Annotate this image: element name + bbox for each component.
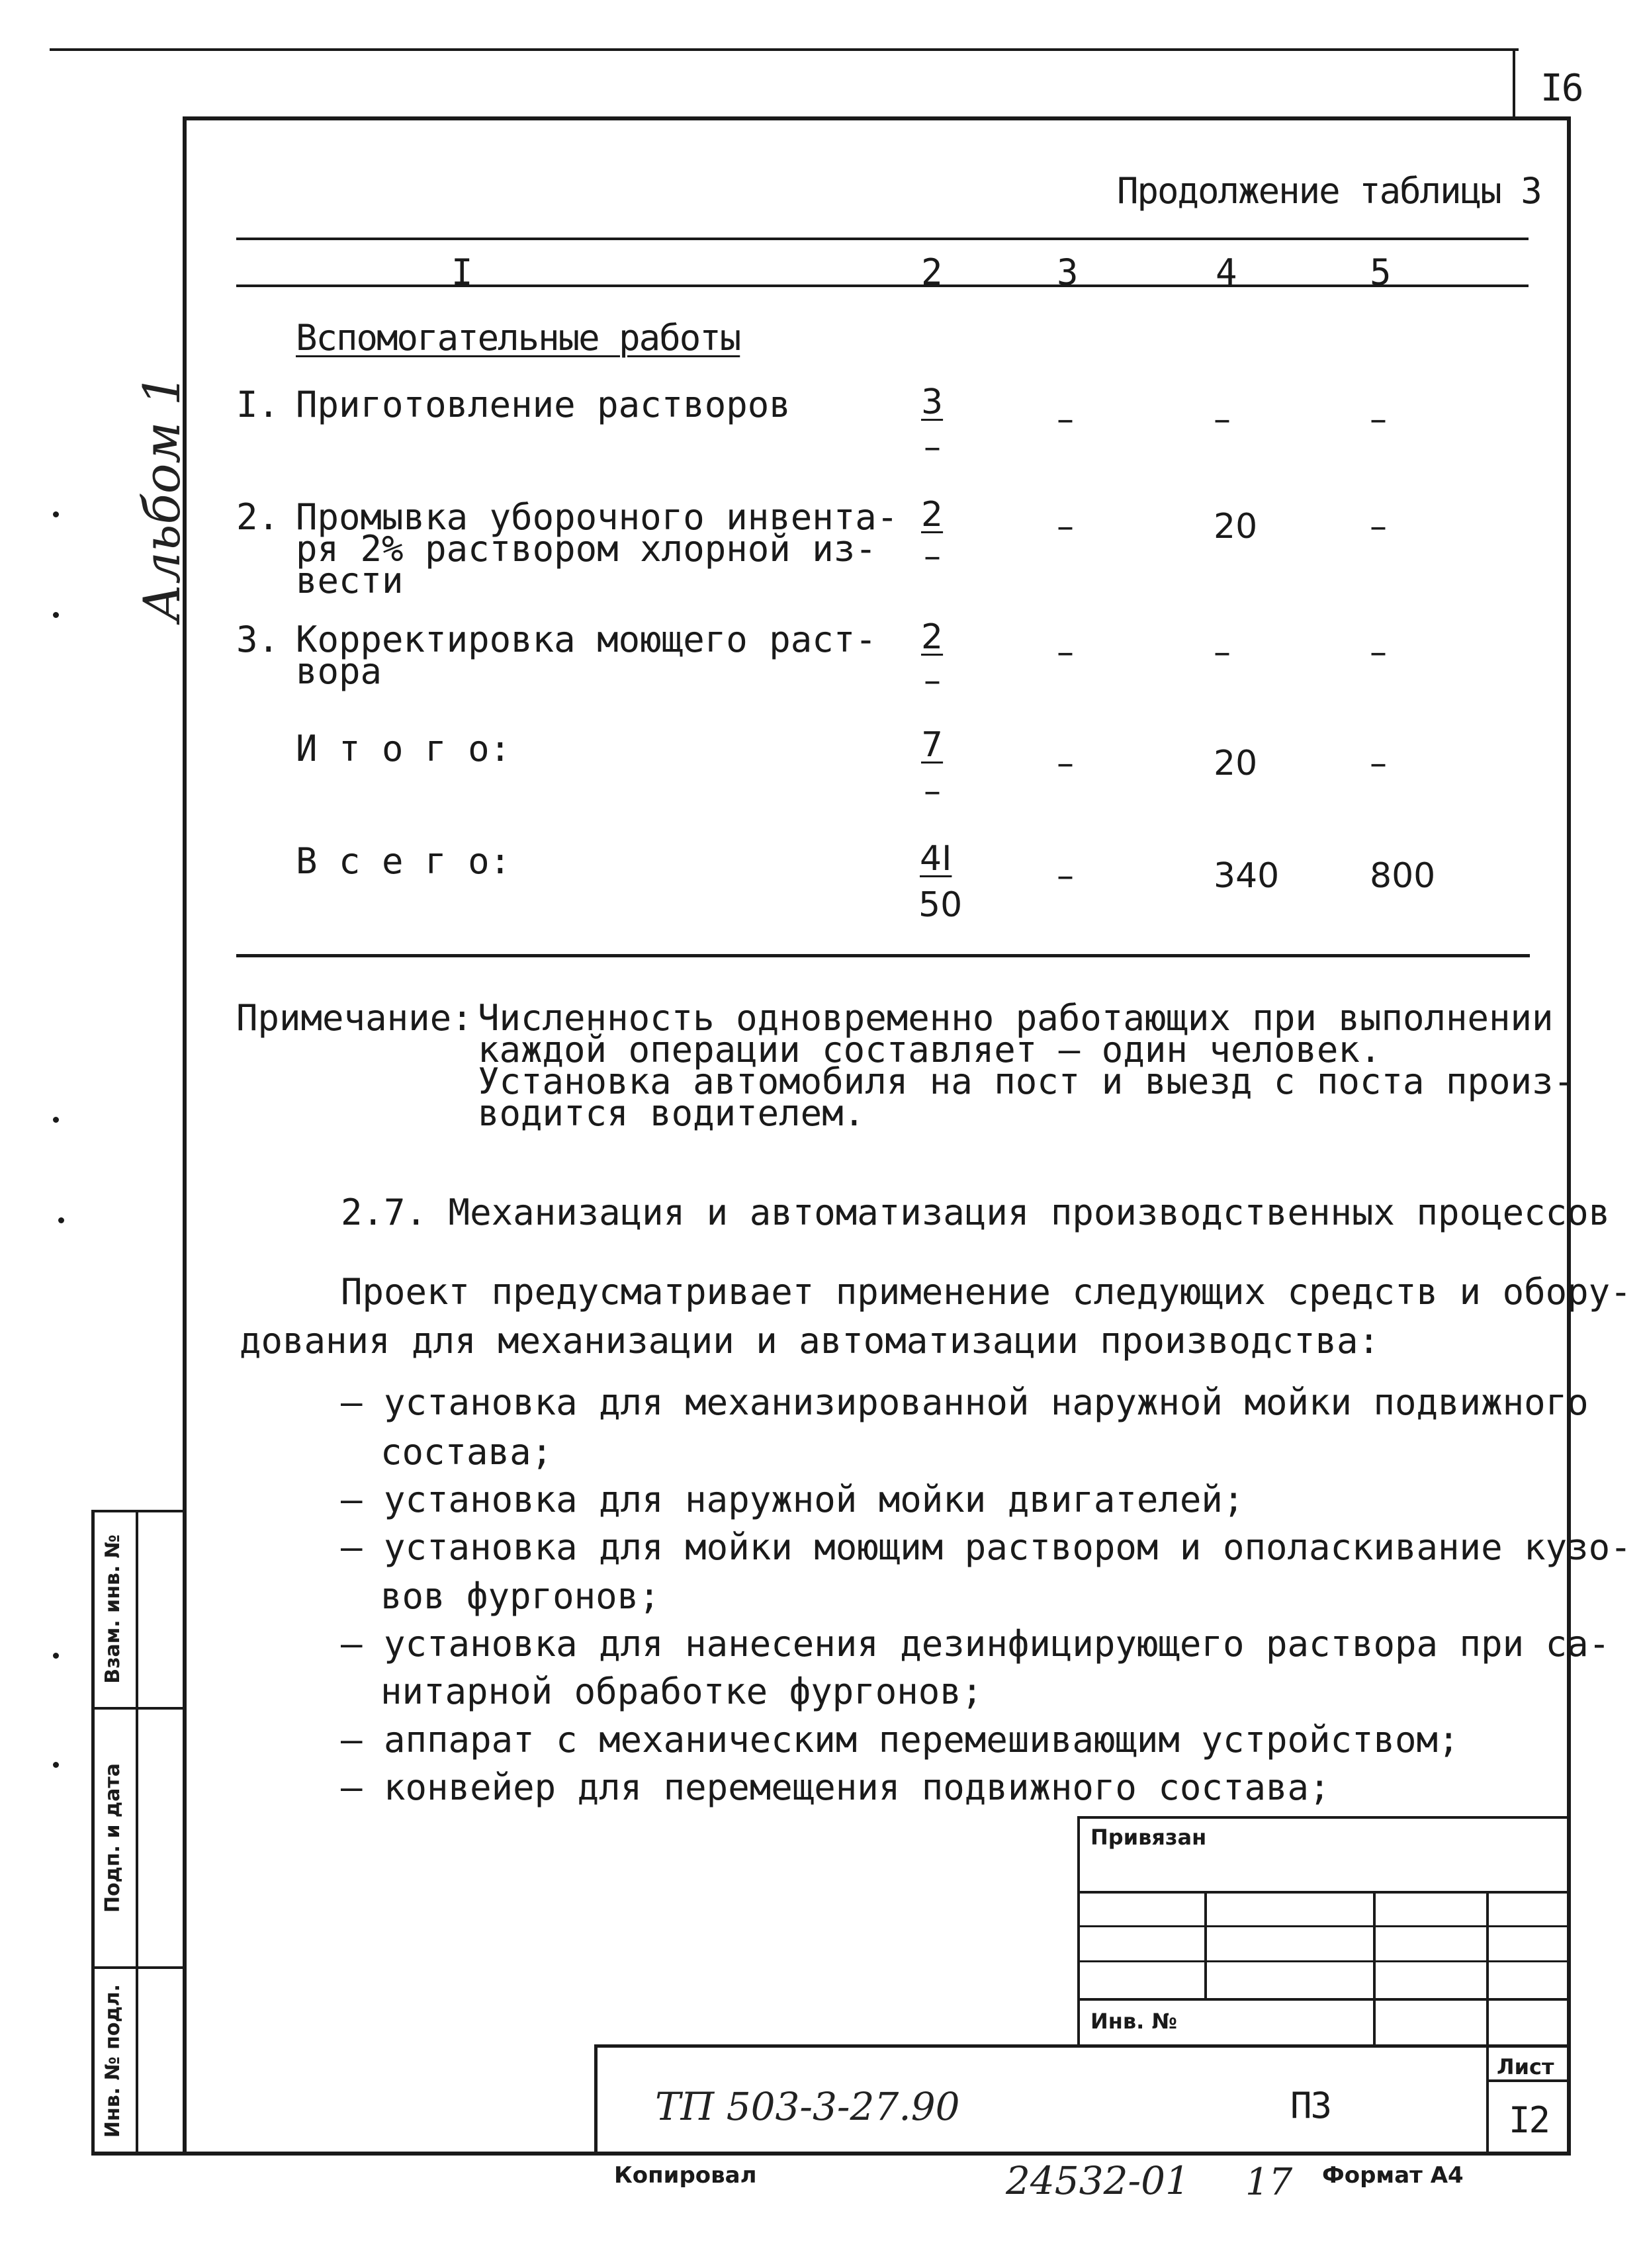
stamp-col-rule-1 — [1204, 1891, 1207, 1998]
side-label-sign-date: Подп. и дата — [101, 1763, 124, 1913]
list-item-5: – аппарат с механическим перемешивающим устройством; — [341, 1719, 1460, 1761]
table-row-2-name-line-2: ря 2% раствором хлорной из- — [296, 528, 877, 570]
side-strip-left — [91, 1510, 95, 2156]
title-block-top — [594, 2044, 1570, 2048]
table-row-grand-total-col3: – — [1057, 856, 1074, 896]
title-block-left — [594, 2044, 598, 2156]
table-row-3-name-line-2: вора — [296, 650, 382, 692]
stamp-top — [1077, 1816, 1570, 1819]
side-strip-divider — [136, 1510, 138, 2156]
table-header-col-5: 5 — [1370, 251, 1392, 293]
table-header-bottom-rule — [236, 284, 1529, 287]
table-row-2-col3: – — [1057, 507, 1074, 546]
margin-dot — [53, 511, 59, 517]
stamp-row-rule-2 — [1077, 1925, 1570, 1927]
table-row-1-col3: – — [1057, 400, 1074, 439]
list-item-3: – установка для мойки моющим раствором и ополаскивание кузо- — [341, 1526, 1632, 1568]
table-row-grand-total-name: В с е г о: — [296, 840, 511, 882]
table-row-1-col2-top: 3 — [921, 382, 944, 422]
table-row-3-col2-bottom: – — [924, 661, 941, 701]
table-header-col-3: 3 — [1057, 251, 1079, 293]
table-row-grand-total-col4: 340 — [1214, 856, 1280, 896]
table-row-total-col5: – — [1370, 744, 1387, 783]
table-row-2-col4: 20 — [1214, 507, 1258, 546]
footer-format: Формат А4 — [1322, 2162, 1464, 2189]
sheet-corner-number: I6 — [1540, 67, 1583, 110]
table-row-total-col3: – — [1057, 744, 1074, 783]
table-row-1-name: Приготовление растворов — [296, 384, 791, 425]
stamp-row-rule-4 — [1077, 1998, 1570, 2001]
stamp-row-rule-3 — [1077, 1960, 1570, 1962]
table-bottom-rule — [236, 954, 1530, 957]
frame-bottom — [91, 2152, 1571, 2156]
stamp-left — [1077, 1816, 1080, 2046]
table-caption: Продолжение таблицы 3 — [1117, 170, 1541, 212]
table-row-grand-total-col5: 800 — [1370, 856, 1436, 896]
table-row-grand-total-col2-top: 4I — [920, 839, 952, 879]
margin-dot — [53, 1117, 59, 1123]
table-row-grand-total-col2-bottom: 50 — [918, 885, 963, 925]
footer-copied: Копировал — [614, 2162, 757, 2189]
album-note: Альбом 1 — [132, 374, 191, 622]
table-row-2-col5: – — [1370, 507, 1387, 546]
list-item-4-cont: нитарной обработке фургонов; — [380, 1671, 983, 1712]
table-header-col-4: 4 — [1216, 251, 1237, 293]
table-row-total-name: И т о г о: — [296, 728, 511, 769]
list-item-1: – установка для механизированной наружной мойки подвижного — [341, 1381, 1589, 1423]
table-row-total-col4: 20 — [1214, 744, 1258, 783]
side-label-orig-inv: Инв. № подл. — [101, 1984, 124, 2138]
note-line-2: каждой операции составляет – один человек. — [478, 1029, 1382, 1070]
note-label: Примечание: — [236, 997, 473, 1039]
section-heading: 2.7. Механизация и автоматизация производственных процессов — [341, 1192, 1611, 1233]
sheet-label-rule — [1486, 2079, 1570, 2082]
stamp-privyazan-label: Привязан — [1090, 1825, 1207, 1850]
table-row-3-num: 3. — [236, 619, 280, 660]
table-row-2-name-line-1: Промывка уборочного инвента- — [296, 496, 899, 538]
table-row-total-col2-top: 7 — [921, 725, 944, 765]
table-row-1-col4: – — [1214, 400, 1231, 439]
note-line-3: Установка автомобиля на пост и выезд с поста произ- — [478, 1061, 1576, 1102]
frame-right — [1567, 116, 1571, 2154]
margin-dot — [58, 1217, 64, 1223]
intro-line-2: дования для механизации и автоматизации производства: — [240, 1320, 1380, 1362]
document-code: ТП 503-3-27.90 — [655, 2084, 960, 2129]
table-row-3-col2-top: 2 — [921, 617, 944, 657]
list-item-3-cont: вов фургонов; — [380, 1575, 660, 1617]
side-strip-top — [91, 1510, 184, 1512]
stamp-col-rule-3 — [1486, 1891, 1489, 2156]
table-row-total-col2-bottom: – — [924, 771, 941, 811]
table-row-1-col5: – — [1370, 400, 1387, 439]
table-section-title: Вспомогательные работы — [296, 317, 740, 359]
table-row-2-col2-top: 2 — [921, 495, 944, 535]
note-line-4: водится водителем. — [478, 1092, 866, 1134]
table-row-2-num: 2. — [236, 496, 280, 538]
side-strip-sep-1 — [91, 1707, 184, 1710]
stamp-col-rule-2 — [1373, 1891, 1376, 2046]
list-item-6: – конвейер для перемещения подвижного состава; — [341, 1766, 1331, 1808]
table-header-top-rule — [236, 238, 1529, 240]
table-row-3-name-line-1: Корректировка моющего раст- — [296, 619, 877, 660]
document-suffix: ПЗ — [1290, 2085, 1331, 2126]
corner-box-left — [1513, 48, 1515, 119]
frame-top — [184, 116, 1571, 120]
table-row-3-col3: – — [1057, 632, 1074, 672]
list-item-2: – установка для наружной мойки двигателей; — [341, 1479, 1245, 1520]
table-row-2-col2-bottom: – — [924, 537, 941, 576]
footer-order-number: 24532-01 — [1006, 2158, 1190, 2203]
margin-dot — [53, 1653, 59, 1659]
side-label-replaced-inv: Взам. инв. № — [101, 1534, 124, 1684]
table-row-3-col4: – — [1214, 632, 1231, 672]
list-item-4: – установка для нанесения дезинфицирующего раствора при са- — [341, 1623, 1611, 1665]
margin-dot — [53, 1762, 59, 1768]
intro-line-1: Проект предусматривает применение следующих средств и обору- — [341, 1271, 1632, 1313]
table-row-2-name-line-3: вести — [296, 560, 404, 601]
stamp-row-rule-1 — [1077, 1891, 1570, 1894]
sheet-label: Лист — [1497, 2054, 1554, 2079]
sheet-number: I2 — [1509, 2099, 1550, 2141]
margin-dot — [53, 612, 59, 618]
note-line-1: Численность одновременно работающих при выполнении — [478, 997, 1554, 1039]
table-header-col-1: I — [451, 251, 473, 293]
list-item-1-cont: состава; — [380, 1431, 553, 1473]
table-row-3-col5: – — [1370, 632, 1387, 672]
table-header-col-2: 2 — [921, 251, 943, 293]
table-row-1-col2-bottom: – — [924, 427, 941, 467]
footer-copy-count: 17 — [1245, 2161, 1293, 2204]
table-row-1-num: I. — [236, 384, 280, 425]
top-rule — [50, 48, 1519, 51]
stamp-inv-label: Инв. № — [1090, 2009, 1177, 2034]
